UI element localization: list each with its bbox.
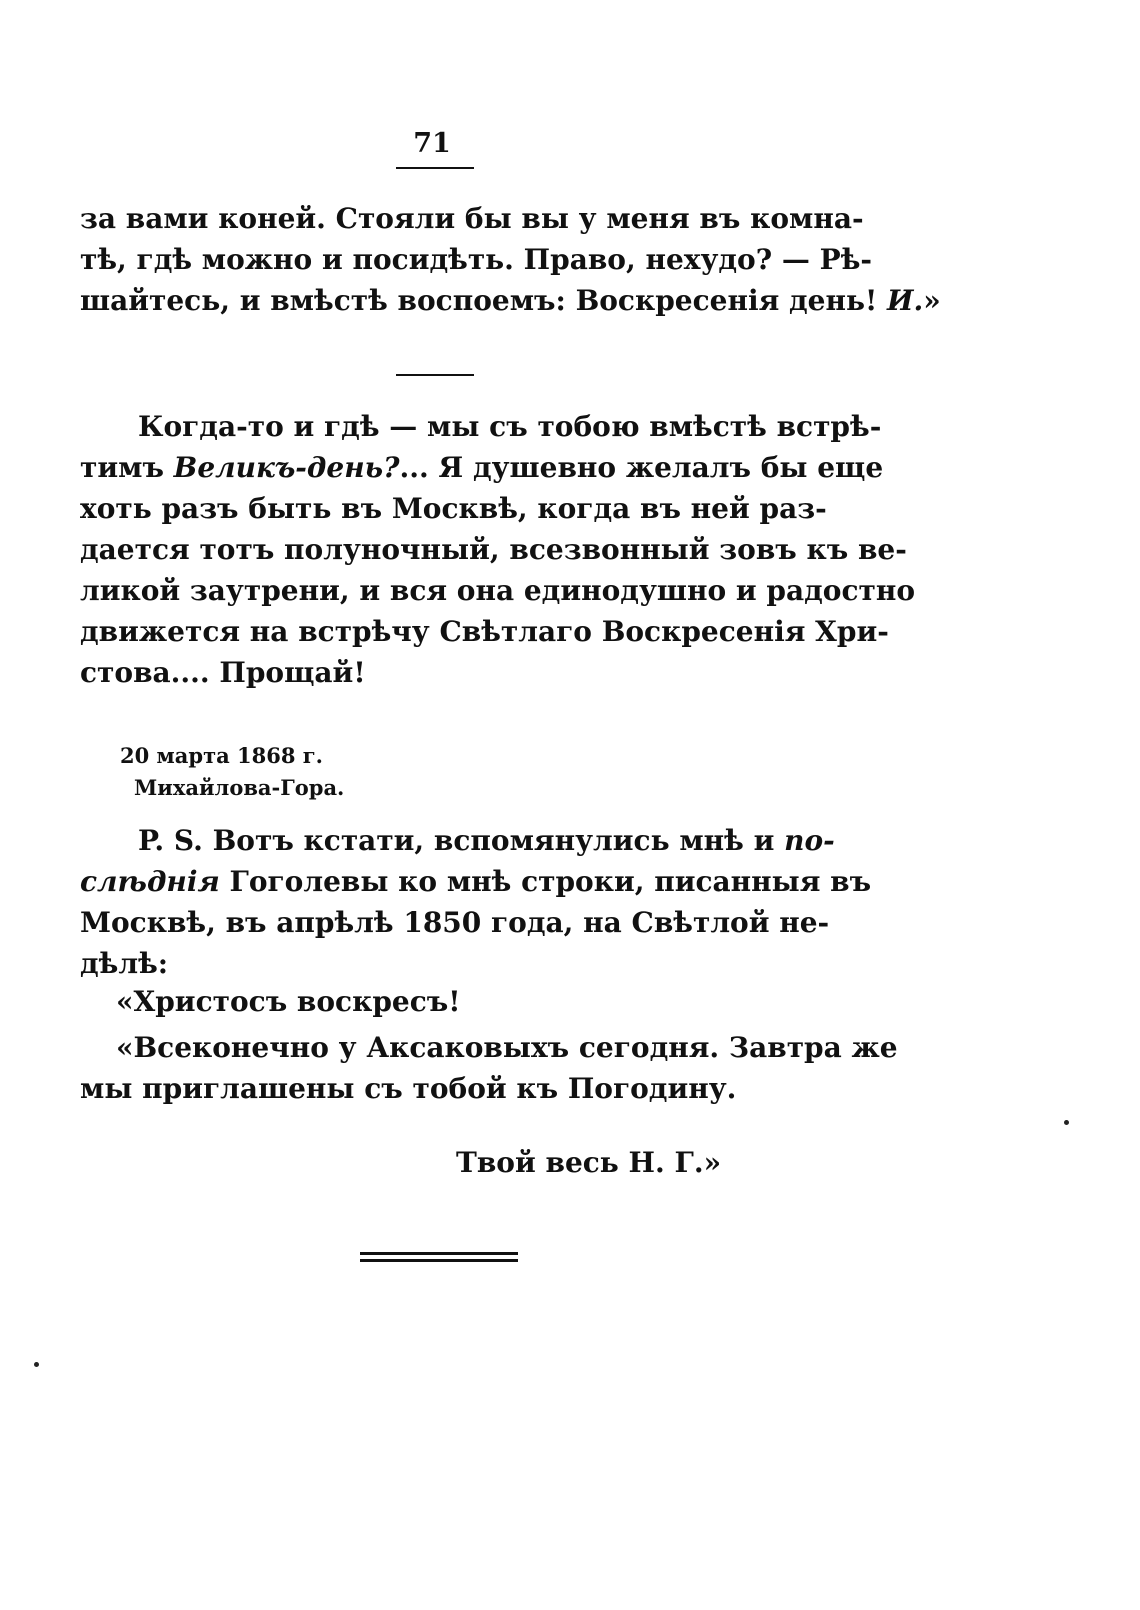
scan-speck — [34, 1362, 39, 1367]
page-number-rule — [396, 167, 474, 169]
postscript — [80, 820, 872, 984]
dateline-place: Михайлова-Гора. — [134, 775, 345, 800]
dateline-date: 20 марта 1868 г. — [120, 743, 323, 768]
signature-initial: И. — [887, 284, 924, 317]
paragraph-2-line-3: хоть разъ быть въ Москвѣ, когда въ ней раз- — [80, 492, 827, 525]
italic-phrase: Великъ-день? — [173, 451, 400, 484]
paragraph-2-line-1: Когда-то и гдѣ — мы съ тобою вмѣстѣ встрѣ- — [138, 410, 882, 443]
section-separator — [396, 374, 474, 376]
quote-signature: Твой весь Н. Г.» — [456, 1146, 722, 1179]
quote-line-1-text: «Всеконечно у Аксаковыхъ сегодня. Завтра же — [116, 1031, 898, 1064]
paragraph-2-line-2-end: ... Я душевно желалъ бы еще — [399, 451, 884, 484]
paragraph-2-line-2-start: тимъ — [80, 451, 174, 484]
quote-greeting: «Христосъ воскресъ! — [116, 985, 461, 1018]
paragraph-1 — [80, 198, 941, 321]
paragraph-2-line-7: стова.... Прощай! — [80, 656, 366, 689]
end-ornament — [360, 1252, 518, 1266]
paragraph-1-line-2: тѣ, гдѣ можно и посидѣть. Право, нехудо? — Рѣ- — [80, 243, 872, 276]
postscript-line-1-start: P. S. Вотъ кстати, вспомянулись мнѣ и — [138, 824, 785, 857]
scan-speck — [1064, 1120, 1069, 1125]
paragraph-1-line-3 — [80, 280, 941, 321]
page-number: 71 — [413, 128, 451, 159]
postscript-italic-2: слѣднія — [80, 865, 220, 898]
postscript-italic-1: по- — [784, 824, 835, 857]
paragraph-1-line-1: за вами коней. Стояли бы вы у меня въ комна- — [80, 202, 864, 235]
postscript-line-3: Москвѣ, въ апрѣлѣ 1850 года, на Свѣтлой не- — [80, 906, 830, 939]
postscript-line-1 — [80, 820, 835, 861]
paragraph-2-line-5: ликой заутрени, и вся она единодушно и радостно — [80, 574, 916, 607]
paragraph-2-line-2 — [80, 447, 884, 488]
paragraph-1-line-3-text: шайтесь, и вмѣстѣ воспоемъ: Воскресенія день! — [80, 284, 888, 317]
closing-quote: » — [923, 284, 941, 317]
paragraph-2-line-6: движется на встрѣчу Свѣтлаго Воскресенія Хри- — [80, 615, 889, 648]
quote-line-1 — [80, 1027, 898, 1109]
postscript-line-2 — [80, 861, 872, 902]
paragraph-2 — [80, 406, 916, 693]
postscript-line-4: дѣлѣ: — [80, 947, 169, 980]
paragraph-2-line-4: дается тотъ полуночный, всезвонный зовъ къ ве- — [80, 533, 907, 566]
postscript-line-2-end: Гоголевы ко мнѣ строки, писанныя въ — [219, 865, 872, 898]
quote-line-2-text: мы приглашены съ тобой къ Погодину. — [80, 1072, 737, 1105]
